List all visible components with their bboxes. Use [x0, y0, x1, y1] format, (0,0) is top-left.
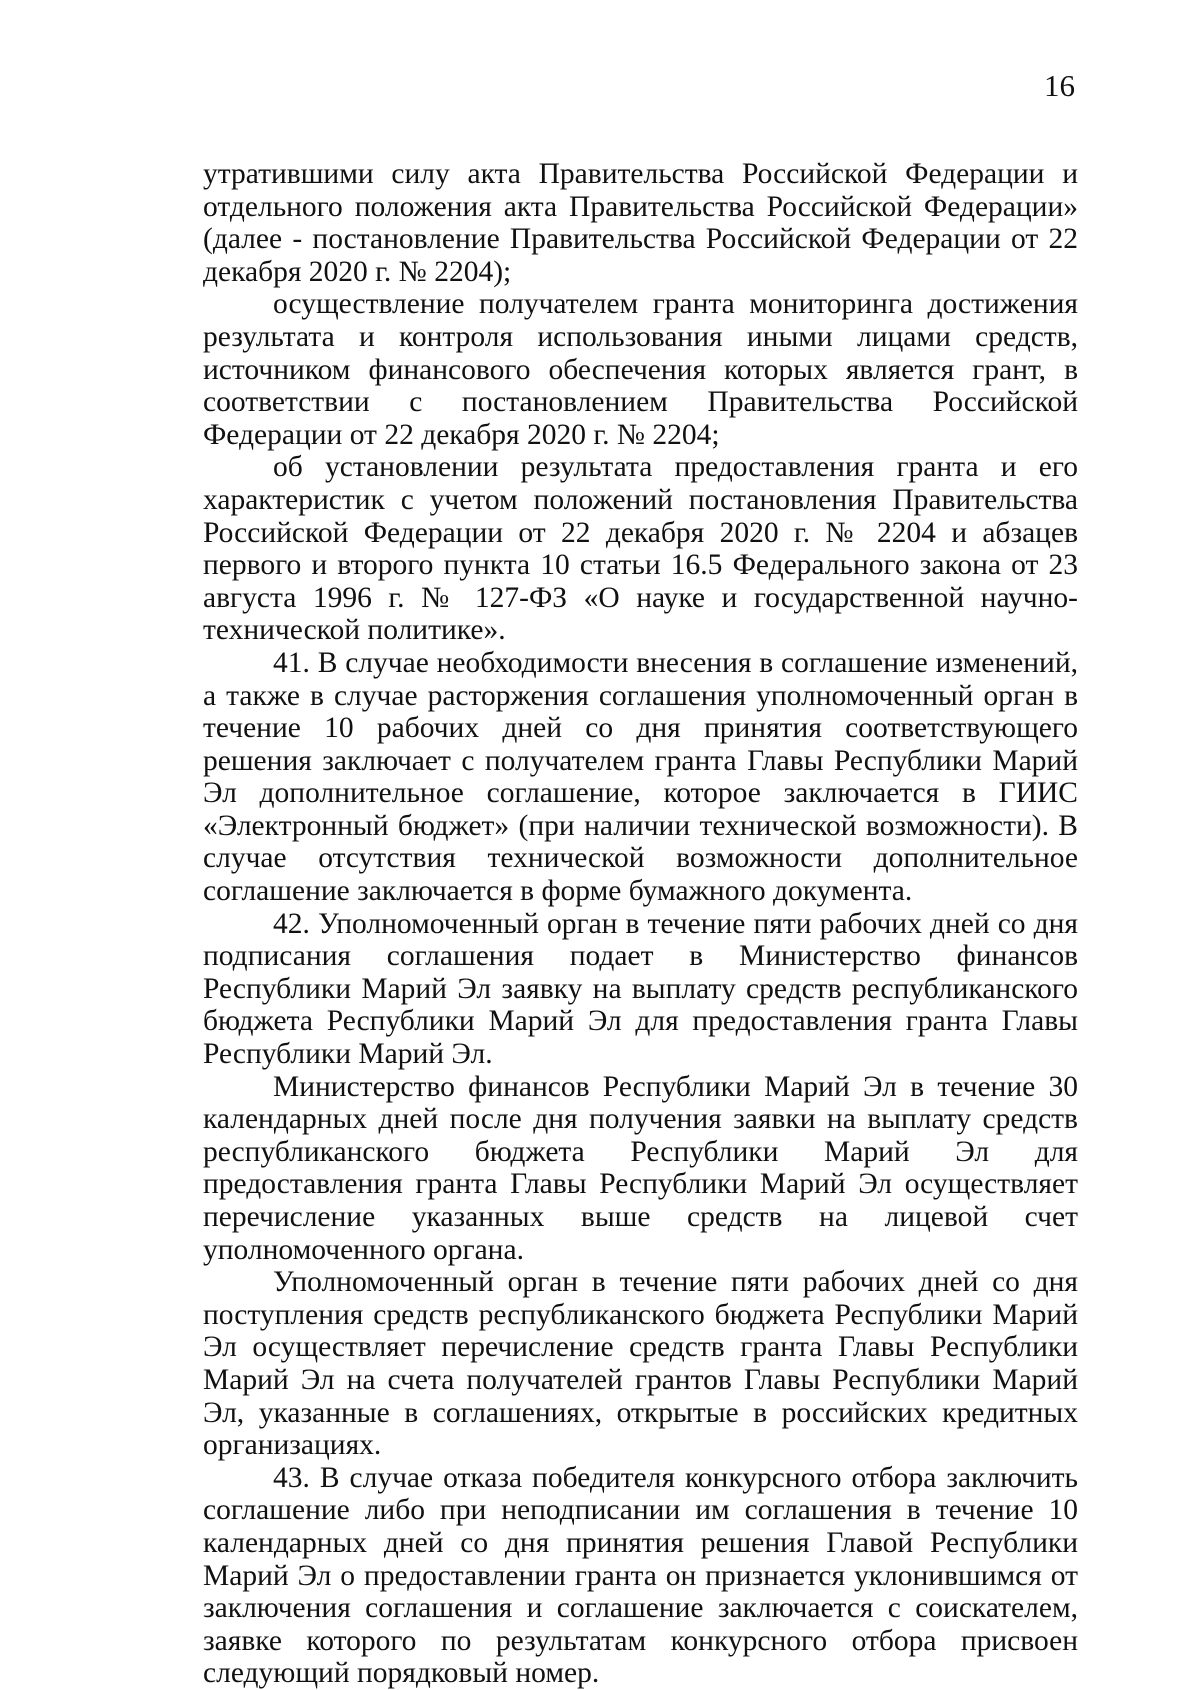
- paragraph-1: утратившими силу акта Правительства Российской Федерации и отдельного положения акта Правительства Российской Федерации» (далее - постановление Правительства Российской Федерации от 22 декабря 2020 г. № 2204);: [203, 158, 1078, 288]
- page-number: 16: [1044, 68, 1075, 103]
- paragraph-7: Уполномоченный орган в течение пяти рабочих дней со дня поступления средств республиканского бюджета Республики Марий Эл осуществляет перечисление средств гранта Главы Республики Марий Эл на счета получателей грантов Главы Республики Марий Эл, указанные в соглашениях, открытые в российских кредитных организациях.: [203, 1266, 1078, 1462]
- paragraph-4-item-41: 41. В случае необходимости внесения в соглашение изменений, а также в случае расторжения соглашения уполномоченный орган в течение 10 рабочих дней со дня принятия соответствующего решения заключает с получателем гранта Главы Республики Марий Эл дополнительное соглашение, которое заключается в ГИИС «Электронный бюджет» (при наличии технической возможности). В случае отсутствия технической возможности дополнительное соглашение заключается в форме бумажного документа.: [203, 646, 1078, 908]
- paragraph-8-item-43: 43. В случае отказа победителя конкурсного отбора заключить соглашение либо при неподписании им соглашения в течение 10 календарных дней со дня принятия решения Главой Республики Марий Эл о предоставлении гранта он признается уклонившимся от заключения соглашения и соглашение заключается с соискателем, заявке которого по результатам конкурсного отбора присвоен следующий порядковый номер.: [203, 1461, 1078, 1690]
- document-body: [203, 158, 1078, 1690]
- paragraph-2: осуществление получателем гранта мониторинга достижения результата и контроля использования иными лицами средств, источником финансового обеспечения которых является грант, в соответствии с постановлением Правительства Российской Федерации от 22 декабря 2020 г. № 2204;: [203, 288, 1078, 451]
- paragraph-6: Министерство финансов Республики Марий Эл в течение 30 календарных дней после дня получения заявки на выплату средств республиканского бюджета Республики Марий Эл для предоставления гранта Главы Республики Марий Эл осуществляет перечисление указанных выше средств на лицевой счет уполномоченного органа.: [203, 1070, 1078, 1266]
- paragraph-3: об установлении результата предоставления гранта и его характеристик с учетом положений постановления Правительства Российской Федерации от 22 декабря 2020 г. № 2204 и абзацев первого и второго пункта 10 статьи 16.5 Федерального закона от 23 августа 1996 г. № 127-ФЗ «О науке и государственной научно-технической политике».: [203, 451, 1078, 647]
- paragraph-5-item-42: 42. Уполномоченный орган в течение пяти рабочих дней со дня подписания соглашения подает в Министерство финансов Республики Марий Эл заявку на выплату средств республиканского бюджета Республики Марий Эл для предоставления гранта Главы Республики Марий Эл.: [203, 907, 1078, 1071]
